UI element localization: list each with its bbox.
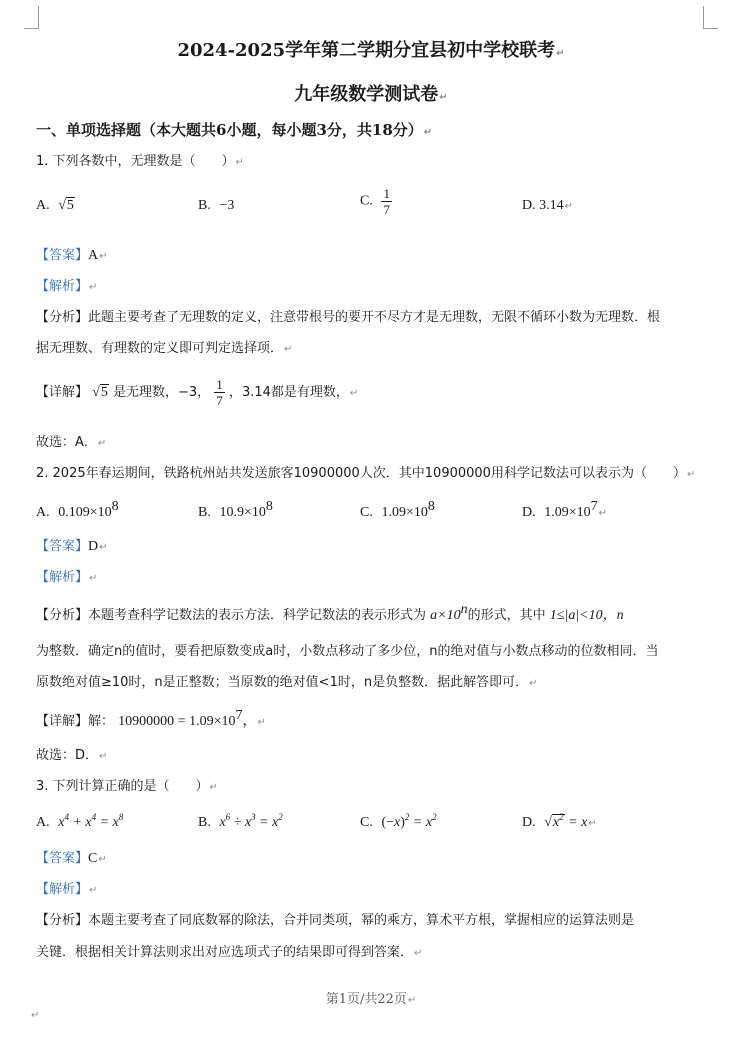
q2-analysis-head: 【解析】↵: [36, 570, 98, 585]
q2-analysis-line2: 为整数．确定n的值时，要看把原数变成a时，小数点移动了多少位，n的绝对值与小数点移动的位数相同．当: [36, 644, 659, 659]
q3-option-a: A. $x^4 + x^4 = x^8$: [36, 812, 124, 830]
crop-mark-top-left: [24, 6, 39, 29]
q3-option-c: C. $(-x)^2 = x^2$: [360, 812, 437, 830]
q2-stem: 2. 2025年春运期间，铁路杭州站共发送旅客10900000人次．其中10900000用科学记数法可以表示为（ ）↵: [36, 466, 696, 481]
q3-answer: 【答案】C↵: [36, 851, 107, 866]
q2-answer: 【答案】D↵: [36, 539, 108, 554]
q3-option-b: B. $x^6 \div x^3 = x^2$: [198, 812, 283, 830]
q1-answer: 【答案】A↵: [36, 248, 108, 263]
q2-detail: 【详解】解： $10900000 = 1.09\times 10^7$，↵: [36, 708, 266, 729]
q2-choose: 故选：D．↵: [36, 748, 108, 763]
q2-analysis-line1: 【分析】本题考查科学记数法的表示方法．科学记数法的表示形式为 $a\times 10^n$的形式，其中 1≤|a|<10，n: [36, 602, 624, 623]
q1-option-a: A. √5: [36, 198, 74, 213]
q1-analysis-line1: 【分析】此题主要考查了无理数的定义，注意带根号的要开不尽方才是无理数，无限不循环小数为无理数．根: [36, 310, 661, 325]
q3-analysis-head: 【解析】↵: [36, 882, 98, 897]
q3-analysis-line1: 【分析】本题主要考查了同底数幂的除法，合并同类项，幂的乘方，算术平方根，掌握相应的运算法则是: [36, 913, 635, 928]
crop-mark-top-right: [703, 6, 718, 29]
q1-analysis-line2: 据无理数、有理数的定义即可判定选择项．↵: [36, 341, 293, 356]
q2-option-b: B. $10.9\times 10^8$: [198, 499, 273, 520]
q1-detail: 【详解】 √5 是无理数，−3， $\frac{1}{7}$ ，3.14都是有理数，↵: [36, 377, 359, 408]
q1-choose: 故选：A．↵: [36, 435, 107, 450]
paragraph-mark: ↵: [31, 1010, 40, 1021]
section-heading: 一、单项选择题（本大题共6小题，每小题3分，共18分）↵: [36, 121, 433, 139]
q1-analysis-head: 【解析】↵: [36, 279, 98, 294]
q1-stem: 1. 下列各数中，无理数是（ ）↵: [36, 154, 244, 169]
q1-option-d: D. 3.14↵: [522, 198, 574, 213]
q3-option-d: D. $√x^2$ = x↵: [522, 812, 597, 830]
exam-title: 2024-2025学年第二学期分宜县初中学校联考↵: [177, 40, 565, 61]
q3-stem: 3. 下列计算正确的是（ ）↵: [36, 779, 218, 794]
q3-analysis-line2: 关键．根据相关计算法则求出对应选项式子的结果即可得到答案．↵: [36, 945, 423, 960]
exam-subtitle: 九年级数学测试卷↵: [294, 84, 448, 105]
q2-option-a: A. $0.109\times 10^8$: [36, 499, 119, 520]
q2-option-c: C. $1.09\times 10^8$: [360, 499, 435, 520]
page-footer: 第1页/共22页↵: [325, 992, 417, 1007]
q2-option-d: D. $1.09\times 10^7↵$: [522, 499, 608, 520]
q1-option-c: C. $\frac{1}{7}$: [360, 186, 390, 217]
q1-option-b: B. −3: [198, 198, 235, 213]
q2-analysis-line3: 原数绝对值≥10时，n是正整数；当原数的绝对值<1时，n是负整数．据此解答即可．↵: [36, 675, 538, 690]
